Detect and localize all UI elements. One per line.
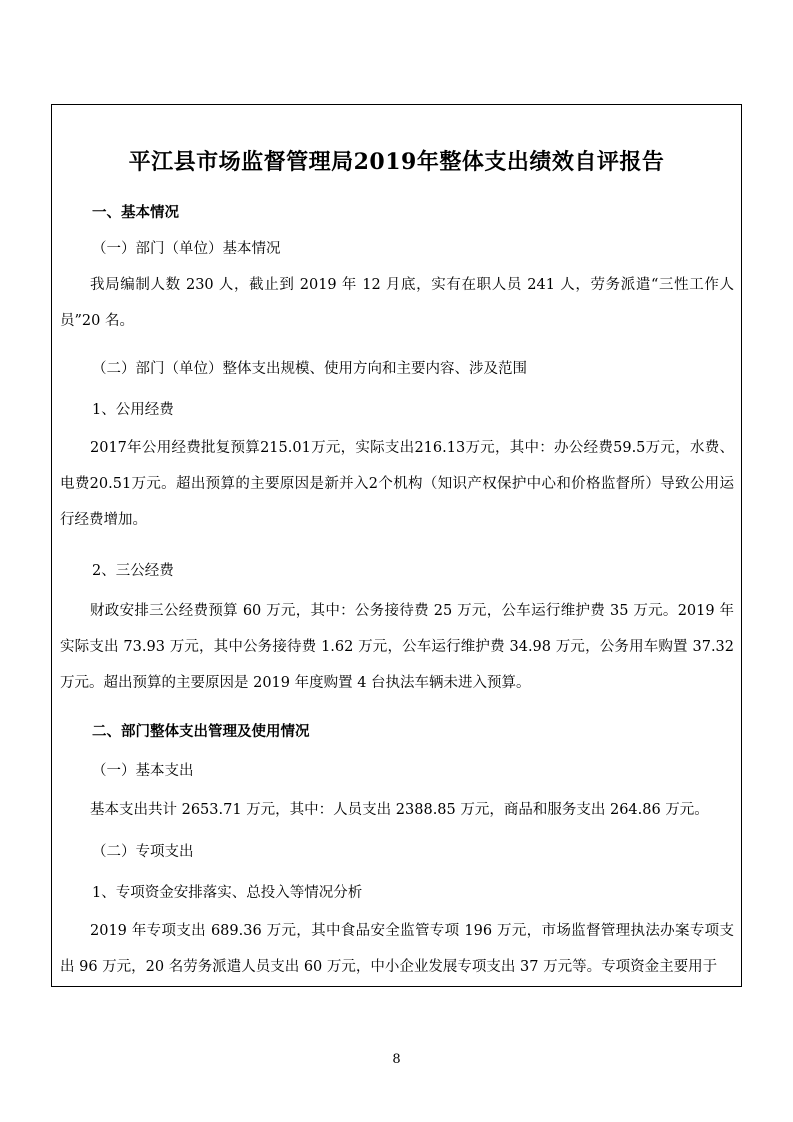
section2-heading: 二、部门整体支出管理及使用情况 (92, 723, 310, 740)
sub3-heading: （一）基本支出 (92, 763, 194, 779)
item3-paragraph: 2019 年专项支出 689.36 万元，其中食品安全监管专项 196 万元，市场监督管理执法办案专项支出 96 万元，20 名劳务派遣人员支出 60 万元，中小企业发展专项支出 37 万元等。专项资金主要用于 (60, 923, 734, 975)
section1-heading: 一、基本情况 (92, 204, 179, 221)
item1-paragraph: 2017年公用经费批复预算215.01万元，实际支出216.13万元，其中：办公经费59.5万元，水费、电费20.51万元。超出预算的主要原因是新并入2个机构（知识产权保护中心和价格监督所）导致公用运行经费增加。 (60, 440, 734, 528)
item2-heading: 2、三公经费 (92, 563, 174, 579)
page-number: 8 (392, 1052, 401, 1067)
item2-paragraph: 财政安排三公经费预算 60 万元，其中：公务接待费 25 万元，公车运行维护费 35 万元。2019 年实际支出 73.93 万元，其中公务接待费 1.62 万元，公车运行维护费 34.98 万元，公务用车购置 37.32 万元。超出预算的主要原因是 2019 年度购置 4 台执法车辆未进入预算。 (60, 603, 734, 691)
sub4-heading: （二）专项支出 (92, 844, 194, 860)
sub1-heading: （一）部门（单位）基本情况 (92, 241, 281, 257)
document-title: 平江县市场监督管理局2019年整体支出绩效自评报告 (128, 149, 665, 175)
item1-heading: 1、公用经费 (92, 402, 174, 418)
sub1-paragraph: 我局编制人数 230 人，截止到 2019 年 12 月底，实有在职人员 241 人，劳务派遣“三性工作人员”20 名。 (60, 277, 734, 329)
sub3-paragraph: 基本支出共计 2653.71 万元，其中：人员支出 2388.85 万元，商品和服务支出 264.86 万元。 (90, 802, 709, 818)
document-frame (51, 104, 742, 987)
sub2-heading: （二）部门（单位）整体支出规模、使用方向和主要内容、涉及范围 (92, 361, 527, 377)
item3-heading: 1、专项资金安排落实、总投入等情况分析 (92, 885, 363, 901)
